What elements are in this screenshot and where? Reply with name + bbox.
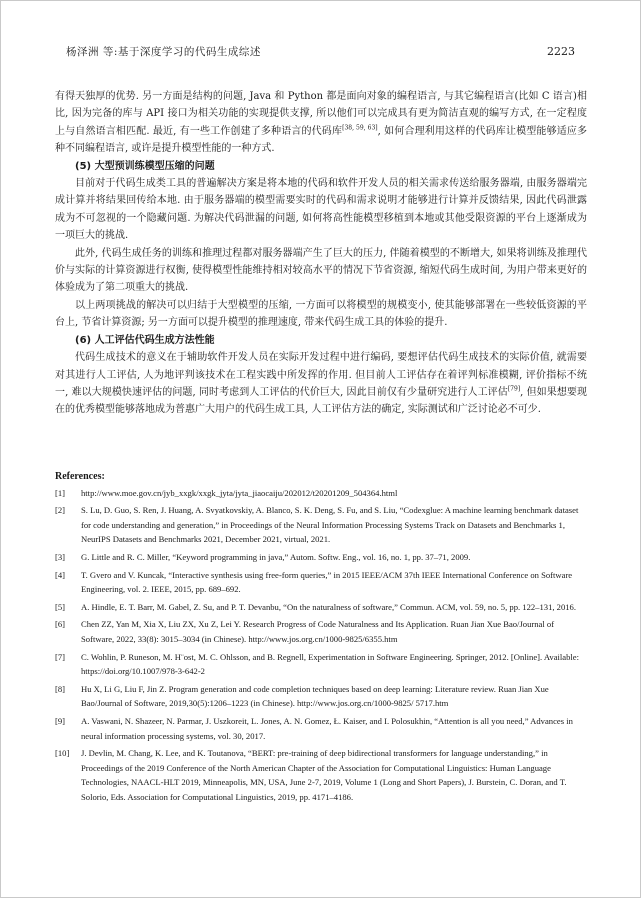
- reference-number: [5]: [55, 601, 66, 612]
- paragraph-1-text: 有得天独厚的优势. 另一方面是结构的问题, Java 和 Python 都是面向对象的编程语言, 与其它编程语言(比如 C 语言)相比, 因为完备的库与 API 接口为相关功能的实现提供支撑, 所以他们可以完成具有更为简洁直观的编写方式, 在一定程度上与自然语言相匹配. 最近, 有一些工作创建了多种语言的代码库: [55, 91, 587, 137]
- reference-text: Chen ZZ, Yan M, Xia X, Liu ZX, Xu Z, Lei Y. Research Progress of Code Naturalness and Its Application. Ruan Jian Xue Bao/Journal of Software, 2022, 33(8): 3015–3034 (in Chinese). http://www.jos.org.cn/1000-9825/6355.htm: [81, 619, 555, 644]
- running-title: 杨泽洲 等:基于深度学习的代码生成综述: [66, 46, 261, 58]
- reference-text[interactable]: http://www.moe.gov.cn/jyb_xxgk/xxgk_jyta/jyta_jiaocaiju/202012/t20201209_504364.html: [81, 487, 398, 498]
- paragraph-4: 以上两项挑战的解决可以归结于大型模型的压缩, 一方面可以将模型的规模变小, 使其能够部署在一些较低资源的平台上, 节省计算资源; 另一方面可以提升模型的推理速度, 带来代码生成工具的体验的提升.: [55, 299, 587, 329]
- reference-number: [8]: [55, 683, 66, 694]
- reference-text: G. Little and R. C. Miller, “Keyword programming in java,” Autom. Softw. Eng., vol. 16, no. 1, pp. 37–71, 2009.: [81, 551, 471, 562]
- references-section: [55, 470, 587, 807]
- reference-text: Hu X, Li G, Liu F, Jin Z. Program generation and code completion techniques based on deep learning: Literature review. Ruan Jian Xue Bao/Journal of Software, 2019,30(5):1206–1223 (in Chinese). http://www.jos.org.cn/1000-9825/ 5717.htm: [81, 683, 549, 709]
- reference-number: [7]: [55, 651, 66, 662]
- subheading-6: (6) 人工评估代码生成方法性能: [75, 334, 215, 346]
- paragraph-1-tail: , 如何合理利用这样的代码库让模型能够适应多种不同编程语言, 或许是提升模型性能的一种方式.: [55, 125, 588, 155]
- reference-item: [55, 650, 587, 679]
- reference-item: [55, 714, 587, 743]
- reference-text: S. Lu, D. Guo, S. Ren, J. Huang, A. Svyatkovskiy, A. Blanco, S. K. Deng, S. Fu, and S. Liu, “Codexglue: A machine learning benchmark dataset for code understanding and generation,” in Proceedings of the Neural Information Processing Systems Track on Datasets and Benchmarks 1, NeurIPS Datasets and Benchmarks 2021, December 2021, virtual, 2021.: [81, 505, 579, 545]
- reference-text: J. Devlin, M. Chang, K. Lee, and K. Toutanova, “BERT: pre-training of deep bidirectional transformers for language understanding,” in Proceedings of the 2019 Conference of the North American Chapter of the Association for Computational Linguistics: Human Language Technologies, NAACL-HLT 2019, Minneapolis, MN, USA, June 2-7, 2019, Volume 1 (Long and Short Papers), J. Burstein, C. Doran, and T. Solorio, Eds. Association for Computational Linguistics, 2019, pp. 4171–4186.: [81, 748, 567, 802]
- reference-number: [1]: [55, 487, 66, 498]
- reference-item: [55, 503, 587, 547]
- page-header: [66, 44, 575, 59]
- reference-item: [55, 682, 587, 711]
- reference-number: [3]: [55, 551, 66, 562]
- reference-text: A. Vaswani, N. Shazeer, N. Parmar, J. Uszkoreit, L. Jones, A. N. Gomez, Ł. Kaiser, and I. Polosukhin, “Attention is all you need,” Advances in neural information processing systems, vol. 30, 2017.: [81, 715, 573, 741]
- paragraph-1: [55, 88, 587, 158]
- reference-number: [6]: [55, 619, 66, 630]
- citation-38-59-63: [38, 59, 63]: [342, 124, 378, 132]
- page-number: 2223: [547, 45, 575, 58]
- reference-item: [55, 746, 587, 804]
- reference-item: [55, 617, 587, 646]
- paragraph-2: 目前对于代码生成类工具的普遍解决方案是将本地的代码和软件开发人员的相关需求传送给服务器端, 由服务器端完成计算并将结果回传给本地. 由于服务器端的模型需要实时的代码和需求说明才能够进行计算并反馈结果, 因此代码泄露成为不可忽视的一个隐藏问题. 为解决代码泄漏的问题, 如何将高性能模型移植到本地或其他受限资源的平台上逐渐成为一项巨大的挑战.: [55, 178, 587, 242]
- citation-79: [79]: [507, 385, 521, 393]
- reference-item: [55, 550, 587, 565]
- paragraph-5: [55, 349, 587, 419]
- reference-text: T. Gvero and V. Kuncak, “Interactive synthesis using free-form queries,” in 2015 IEEE/ACM 37th IEEE International Conference on Software Engineering, vol. 2. IEEE, 2015, pp. 689–692.: [81, 569, 573, 595]
- body-text: [55, 88, 587, 419]
- reference-number: [4]: [55, 569, 66, 580]
- reference-number: [10]: [55, 748, 70, 759]
- reference-text: A. Hindle, E. T. Barr, M. Gabel, Z. Su, and P. T. Devanbu, “On the naturalness of software,” Commun. ACM, vol. 59, no. 5, pp. 122–131, 2016.: [81, 601, 577, 612]
- reference-number: [9]: [55, 715, 66, 726]
- reference-number: [2]: [55, 505, 66, 516]
- reference-item: [55, 568, 587, 597]
- subheading-5: (5) 大型预训练模型压缩的问题: [75, 160, 215, 172]
- references-title: References:: [55, 471, 105, 482]
- paragraph-3: 此外, 代码生成任务的训练和推理过程都对服务器端产生了巨大的压力, 伴随着模型的不断增大, 如果将训练及推理代价与实际的计算资源进行权衡, 使得模型性能维持相对较高水平的情况下节省资源, 缩短代码生成时间, 为用户带来更好的体验成为了第二项重大的挑战.: [55, 247, 587, 294]
- reference-item: [55, 600, 587, 615]
- paragraph-5-tail: , 但如果想要现在的优秀模型能够落地成为普惠广大用户的代码生成工具, 人工评估方法的确定, 实际测试和广泛讨论必不可少.: [55, 386, 588, 416]
- reference-text: C. Wohlin, P. Runeson, M. H¨ost, M. C. Ohlsson, and B. Regnell, Experimentation in Software Engineering. Springer, 2012. [Online]. Available: https://doi.org/10.1007/978-3-642-2: [81, 651, 579, 677]
- reference-item: [55, 486, 587, 501]
- paragraph-5-text: 代码生成技术的意义在于辅助软件开发人员在实际开发过程中进行编码, 要想评估代码生成技术的实际价值, 就需要对其进行人工评估, 人为地评判该技术在工程实践中所发挥的作用. 但目前人工评估存在着评判标准模糊, 评价指标不统一, 难以大规模快速评估的问题, 同时考虑到人工评估的代价巨大, 因此目前仅有少量研究进行人工评估: [55, 352, 587, 398]
